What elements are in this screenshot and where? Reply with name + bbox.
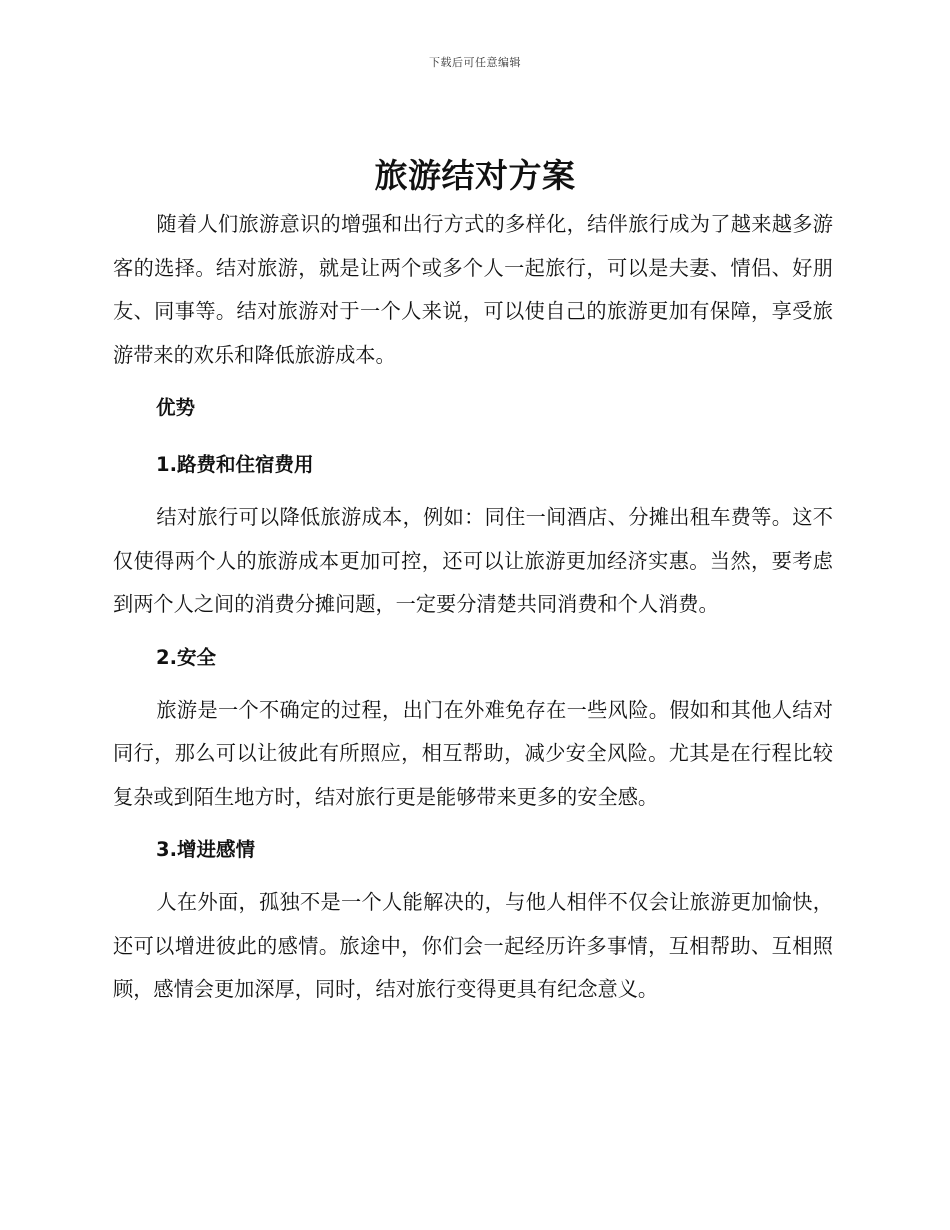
section-body-relationship: 人在外面，孤独不是一个人能解决的，与他人相伴不仅会让旅游更加愉快，还可以增进彼此的感情。旅途中，你们会一起经历许多事情，互相帮助、互相照顾，感情会更加深厚，同时，结对旅行变得更具有纪念意义。 [113, 890, 833, 1001]
section-body-safety: 旅游是一个不确定的过程，出门在外难免存在一些风险。假如和其他人结对同行，那么可以让彼此有所照应，相互帮助，减少安全风险。尤其是在行程比较复杂或到陌生地方时，结对旅行更是能够带来更多的安全感。 [113, 697, 833, 809]
document-body [113, 203, 833, 1012]
document-title: 旅游结对方案 [374, 156, 576, 195]
section-body-cost: 结对旅行可以降低旅游成本，例如：同住一间酒店、分摊出租车费等。这不仅使得两个人的旅游成本更加可控，还可以让旅游更加经济实惠。当然，要考虑到两个人之间的消费分摊问题，一定要分清楚共同消费和个人消费。 [113, 505, 833, 616]
intro-paragraph: 随着人们旅游意识的增强和出行方式的多样化，结伴旅行成为了越来越多游客的选择。结对旅游，就是让两个或多个人一起旅行，可以是夫妻、情侣、好朋友、同事等。结对旅游对于一个人来说，可以使自己的旅游更加有保障，享受旅游带来的欢乐和降低旅游成本。 [113, 212, 833, 367]
page-header-note: 下载后可任意编辑 [429, 56, 521, 69]
advantages-heading: 优势 [156, 396, 196, 419]
section-heading-safety: 2.安全 [156, 645, 216, 669]
section-heading-relationship: 3.增进感情 [156, 838, 255, 861]
section-heading-cost: 1.路费和住宿费用 [156, 453, 314, 476]
